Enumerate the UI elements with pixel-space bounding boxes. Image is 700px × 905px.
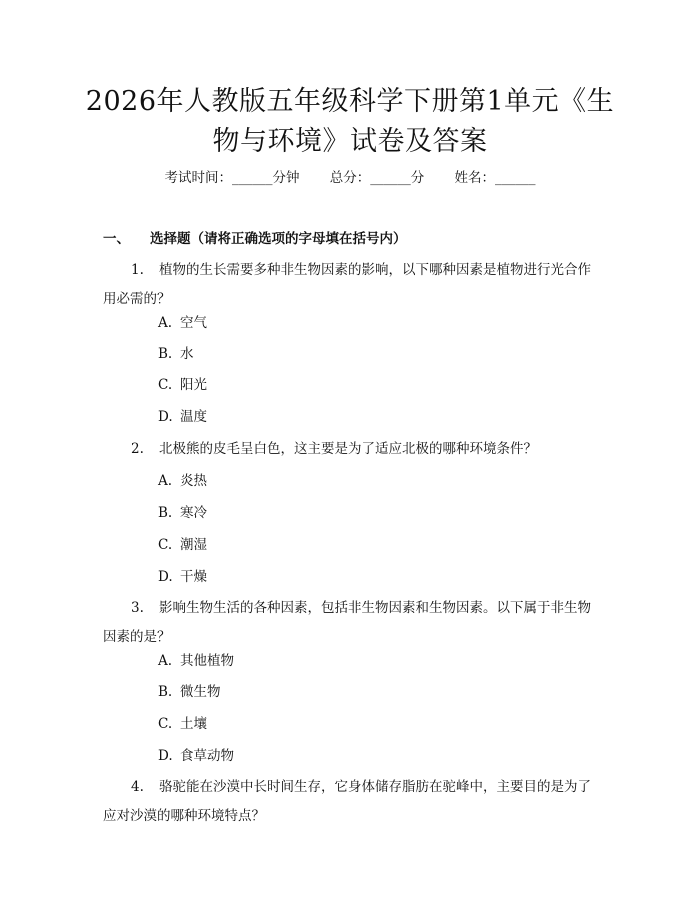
option-text: 阳光	[180, 377, 207, 393]
option-a	[158, 651, 234, 671]
question-1	[103, 256, 603, 314]
question-4	[103, 773, 603, 831]
option-text: 温度	[180, 409, 207, 425]
option-a	[158, 471, 207, 491]
option-text: 微生物	[180, 684, 221, 700]
option-text: 食草动物	[180, 748, 234, 764]
option-text: 其他植物	[180, 653, 234, 669]
option-b	[158, 344, 194, 364]
option-a	[158, 313, 207, 333]
option-c	[158, 375, 207, 395]
option-text: 水	[180, 346, 194, 362]
question-text: 植物的生长需要多种非生物因素的影响，以下哪种因素是植物进行光合作用必需的？	[103, 262, 591, 307]
option-b	[158, 682, 221, 702]
option-letter: C.	[158, 537, 173, 553]
option-text: 潮湿	[180, 537, 207, 553]
option-letter: B.	[158, 505, 173, 521]
page-title-line-1: 2026年人教版五年级科学下册第1单元《生	[85, 86, 615, 117]
option-text: 炎热	[180, 473, 207, 489]
question-number: 3.	[131, 600, 144, 616]
option-letter: A.	[158, 315, 173, 331]
question-2	[103, 435, 603, 464]
question-number: 2.	[131, 441, 144, 457]
student-name: 姓名：______	[454, 170, 536, 186]
option-letter: A.	[158, 653, 173, 669]
option-letter: D.	[158, 569, 173, 585]
section-title: 选择题（请将正确选项的字母填在括号内）	[150, 231, 407, 247]
option-text: 干燥	[180, 569, 207, 585]
option-b	[158, 503, 207, 523]
option-d	[158, 746, 234, 766]
option-d	[158, 407, 207, 427]
option-d	[158, 567, 207, 587]
exam-time: 考试时间：______分钟	[164, 170, 300, 186]
option-c	[158, 535, 207, 555]
option-text: 空气	[180, 315, 207, 331]
total-score: 总分：______分	[329, 170, 425, 186]
question-3	[103, 594, 603, 652]
section-heading	[103, 229, 407, 249]
page-title-line-2: 物与环境》试卷及答案	[212, 126, 488, 157]
option-text: 寒冷	[180, 505, 207, 521]
option-c	[158, 714, 207, 734]
question-text: 骆驼能在沙漠中长时间生存，它身体储存脂肪在驼峰中，主要目的是为了应对沙漠的哪种环境特点？	[103, 779, 591, 824]
option-text: 土壤	[180, 716, 207, 732]
option-letter: C.	[158, 377, 173, 393]
option-letter: D.	[158, 409, 173, 425]
section-number: 一、	[103, 231, 130, 247]
option-letter: D.	[158, 748, 173, 764]
question-number: 1.	[131, 262, 144, 278]
question-text: 影响生物生活的各种因素，包括非生物因素和生物因素。以下属于非生物因素的是？	[103, 600, 591, 645]
question-text: 北极熊的皮毛呈白色，这主要是为了适应北极的哪种环境条件？	[159, 441, 537, 457]
question-number: 4.	[131, 779, 144, 795]
option-letter: A.	[158, 473, 173, 489]
option-letter: B.	[158, 346, 173, 362]
option-letter: B.	[158, 684, 173, 700]
exam-info	[0, 168, 700, 188]
option-letter: C.	[158, 716, 173, 732]
